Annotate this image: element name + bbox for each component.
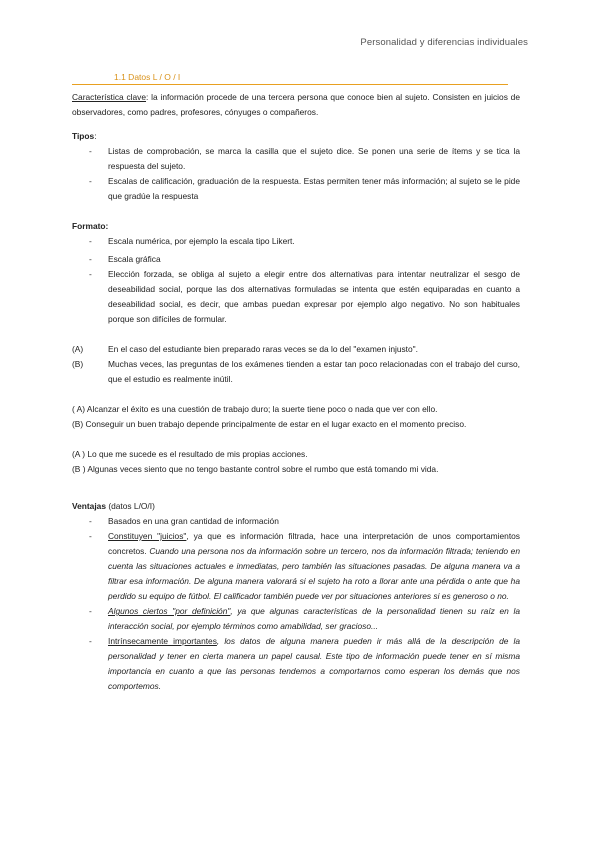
key-feature-text: : la información procede de una tercera persona que conoce bien al sujeto. Consisten en juicios de observadores, como padres, profesores, cónyuges o compañeros. <box>72 92 520 117</box>
section-title: 1.1 Datos L / O / I <box>114 72 181 82</box>
list-item: - Listas de comprobación, se marca la casilla que el sujeto dice. Se ponen una serie de ítems y se tica la respuesta del sujeto. <box>89 146 520 171</box>
list-item: - Basados en una gran cantidad de información <box>89 516 279 526</box>
list-item: - Intrínsecamente importantes, los datos de alguna manera pueden ir más allá de la descripción de la personalidad y tener en cierta manera un papel causal. Este tipo de información puede tener en sí misma importancia en cuanto a que las personas tendemos a comportarnos como esperan los demás que nos comportemos. <box>89 636 520 691</box>
list-item: - Escala gráfica <box>89 254 161 264</box>
list-item: - Elección forzada, se obliga al sujeto a elegir entre dos alternativas para intentar neutralizar el sesgo de deseabilidad social, porque las dos alternativas formuladas se intenta que estén equiparadas en cuanto a deseabilidad social, es decir, que ambas puedan expresar por ejemplo algo negativo. No son habituales porque son difíciles de formular. <box>89 269 520 324</box>
list-item: - Algunos ciertos "por definición", ya que algunas características de la personalidad tienen su raíz en la interacción social, por ejemplo términos como amabilidad, ser gracioso... <box>89 606 520 631</box>
key-feature-label: Característica clave <box>72 92 147 102</box>
tipos-heading: Tipos: <box>72 131 97 141</box>
example-b: (B) Muchas veces, las preguntas de los exámenes tienden a estar tan poco relacionadas con el trabajo del curso, que el estudio es realmente inútil. <box>72 359 520 384</box>
example-line: ( A) Alcanzar el éxito es una cuestión de trabajo duro; la suerte tiene poco o nada que ver con ello. <box>72 404 438 414</box>
example-a: (A) En el caso del estudiante bien preparado raras veces se da lo del "examen injusto". <box>72 344 418 354</box>
list-item: - Constituyen "juicios", ya que es información filtrada, hace una interpretación de unos comportamientos concretos. Cuando una persona nos da información sobre un tercero, nos da información filtrada; teniendo en cuenta las situaciones actuales e inmediatas, pero también las situaciones pasadas. De alguna manera va a filtrar esa información. De alguna manera valorará si el sujeto ha roto a llorar ante una pérdida o ante que ha perdido su equipo de fútbol. El calificador también puede ver por situaciones anteriores si es generoso o no. <box>89 531 520 601</box>
key-feature-paragraph <box>72 90 520 120</box>
ventajas-heading: Ventajas (datos L/O/I) <box>72 501 155 511</box>
body-text <box>72 90 520 694</box>
list-item: - Escalas de calificación, graduación de la respuesta. Estas permiten tener más información; al sujeto se le pide que gradúe la respuesta <box>89 176 520 201</box>
formato-heading: Formato: <box>72 221 109 231</box>
example-line: (A ) Lo que me sucede es el resultado de mis propias acciones. <box>72 449 308 459</box>
example-line: (B ) Algunas veces siento que no tengo bastante control sobre el rumbo que está tomando mi vida. <box>72 464 439 474</box>
list-item: - Escala numérica, por ejemplo la escala tipo Likert. <box>89 236 295 246</box>
example-line: (B) Conseguir un buen trabajo depende principalmente de estar en el lugar exacto en el momento preciso. <box>72 419 467 429</box>
running-header: Personalidad y diferencias individuales <box>360 37 528 48</box>
